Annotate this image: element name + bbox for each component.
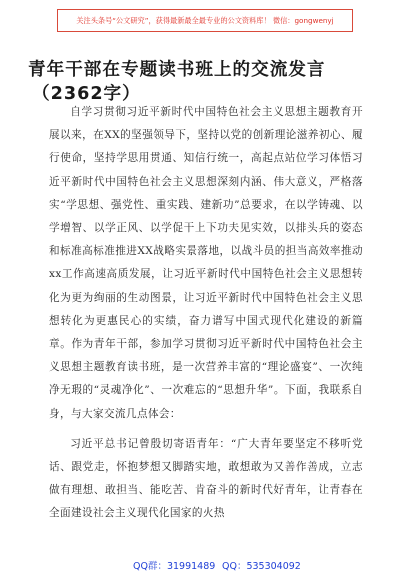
footer-contact bbox=[0, 556, 408, 576]
document-title-block bbox=[28, 58, 388, 106]
body-paragraph-1: 自学习贯彻习近平新时代中国特色社会主义思想主题教育开展以来，在XX的坚强领导下，坚持以党的创新理论滋养初心、履行使命，坚持学思用贯通、知信行统一，高起点站位学习体悟习近平新时代中国特色社会主义思想深刻内涵、伟大意义，严格落实“学思想、强党性、重实践、建新功”总要求，在以学铸魂、以学增智、以学正风、以学促干上下功夫见实效，以排头兵的姿态和标准高标准推进XX战略实景落地，以战斗员的担当高效率推动xx工作高速高质发展，让习近平新时代中国特色社会主义思想转化为更为绚丽的生动图景，让习近平新时代中国特色社会主义思想转化为更惠民心的实绩，奋力谱写中国式现代化建设的新篇章。作为青年干部，参加学习贯彻习近平新时代中国特色社会主义思想主题教育读书班，是一次营养丰富的“理论盛宴”、一次纯净无瑕的“灵魂净化”、一次难忘的“思想升华”。下面，我联系自身，与大家交流几点体会： bbox=[49, 106, 363, 420]
word-count: （2362字） bbox=[32, 84, 141, 104]
document-title: 青年干部在专题读书班上的交流发言 bbox=[28, 60, 326, 80]
body-paragraph-2: 习近平总书记曾殷切寄语青年：“广大青年要坚定不移听党话、跟党走，怀抱梦想又脚踏实地，敢想敢为又善作善成，立志做有理想、敢担当、能吃苦、肯奋斗的新时代好青年，让青春在全面建设社会主义现代化国家的火热 bbox=[49, 437, 363, 520]
document-body bbox=[49, 101, 363, 526]
promo-banner: 关注头条号“公文研究”，获得最新最全最专业的公文资料库！ 微信：gongwenyj bbox=[57, 9, 353, 32]
qq-contact-text: QQ：535304092 bbox=[222, 561, 301, 572]
qq-group-text: QQ群：31991489 bbox=[133, 561, 216, 572]
